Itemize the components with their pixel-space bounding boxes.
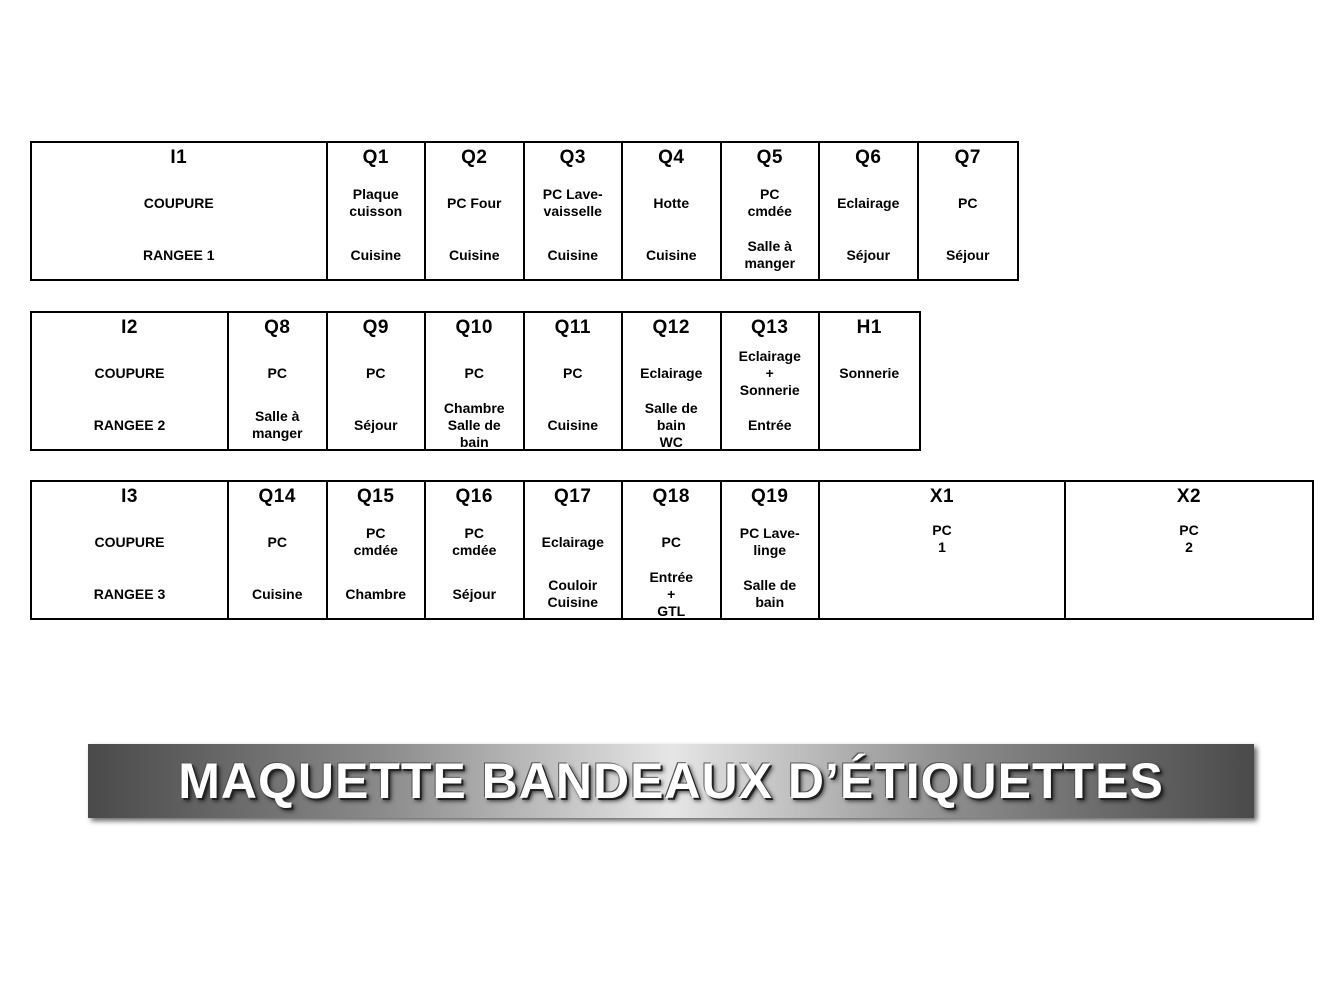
cell-location: Séjour <box>846 246 891 263</box>
cell-function: Hotte <box>653 194 690 211</box>
cell-location: Séjour <box>353 416 398 433</box>
label-cell-x1 <box>820 482 1066 618</box>
title-banner <box>88 744 1254 818</box>
label-cell-q12 <box>623 313 722 449</box>
label-cell-q9 <box>328 313 427 449</box>
cell-location: Entrée + GTL <box>649 568 694 619</box>
cell-code: Q5 <box>756 147 783 168</box>
label-cell-q7 <box>919 143 1018 279</box>
cell-location: RANGEE 3 <box>93 585 166 602</box>
cell-location: Entrée <box>747 416 792 433</box>
cell-function: COUPURE <box>94 533 165 550</box>
cell-location: RANGEE 1 <box>142 246 215 263</box>
cell-code: Q13 <box>751 317 789 338</box>
cell-function: Eclairage + Sonnerie <box>738 347 801 398</box>
label-strip-row-1 <box>30 141 1019 281</box>
label-cell-q15 <box>328 482 427 618</box>
label-cell-q16 <box>426 482 525 618</box>
label-cell-q2 <box>426 143 525 279</box>
cell-code: Q4 <box>658 147 685 168</box>
cell-code: X1 <box>929 486 955 507</box>
cell-function: Eclairage <box>837 194 900 211</box>
cell-code: Q19 <box>751 486 789 507</box>
cell-function: PC <box>661 533 681 550</box>
cell-location: Cuisine <box>448 246 500 263</box>
cell-code: Q6 <box>855 147 882 168</box>
cell-function: PC <box>563 364 583 381</box>
label-strip-row-3 <box>30 480 1314 620</box>
cell-code: Q14 <box>258 486 296 507</box>
cell-location: Cuisine <box>547 416 599 433</box>
cell-location: Salle de bain WC <box>644 399 698 450</box>
cell-code: X2 <box>1176 486 1202 507</box>
cell-location: Couloir Cuisine <box>547 577 599 610</box>
cell-function: PC <box>267 364 287 381</box>
label-cell-q4 <box>623 143 722 279</box>
cell-code: I1 <box>170 147 188 168</box>
cell-location: Salle à manger <box>744 238 796 271</box>
label-cell-q13 <box>722 313 821 449</box>
cell-location: Cuisine <box>645 246 697 263</box>
label-cell-q17 <box>525 482 624 618</box>
label-cell-q18 <box>623 482 722 618</box>
cell-function: PC Lave- vaisselle <box>542 186 603 219</box>
label-cell-q1 <box>328 143 427 279</box>
cell-function: PC cmdée <box>452 525 497 558</box>
label-cell-h1 <box>820 313 919 449</box>
page-title: MAQUETTE BANDEAUX D’ÉTIQUETTES <box>178 753 1164 809</box>
cell-location: Séjour <box>945 246 990 263</box>
cell-function: COUPURE <box>143 194 214 211</box>
cell-function: PC cmdée <box>353 525 398 558</box>
cell-code: H1 <box>856 317 882 338</box>
label-cell-i3 <box>32 482 229 618</box>
cell-code: I2 <box>121 317 138 338</box>
label-cell-q14 <box>229 482 328 618</box>
cell-code: Q7 <box>954 147 981 168</box>
cell-function: Eclairage <box>541 533 604 550</box>
label-cell-q8 <box>229 313 328 449</box>
cell-code: Q10 <box>455 317 493 338</box>
cell-location <box>820 403 919 447</box>
cell-function: Eclairage <box>640 364 703 381</box>
label-cell-i1 <box>32 143 328 279</box>
label-cell-q6 <box>820 143 919 279</box>
label-cell-q3 <box>525 143 624 279</box>
cell-code: Q1 <box>362 147 389 168</box>
label-strip-row-2 <box>30 311 921 451</box>
cell-function: PC Four <box>447 194 502 211</box>
cell-code: Q17 <box>554 486 592 507</box>
label-cell-q19 <box>722 482 821 618</box>
cell-location: Chambre Salle de bain <box>443 399 505 450</box>
cell-code: Q12 <box>652 317 690 338</box>
label-cell-q5 <box>722 143 821 279</box>
cell-code: Q2 <box>461 147 488 168</box>
cell-function: COUPURE <box>94 364 165 381</box>
cell-code: Q18 <box>652 486 690 507</box>
label-cell-q10 <box>426 313 525 449</box>
cell-location: Salle à manger <box>251 408 303 441</box>
cell-code: Q15 <box>357 486 395 507</box>
cell-function: PC <box>958 194 978 211</box>
cell-code: Q16 <box>455 486 493 507</box>
cell-location: Chambre <box>345 585 407 602</box>
cell-code: Q3 <box>559 147 586 168</box>
cell-function: Sonnerie <box>839 364 900 381</box>
label-cell-q11 <box>525 313 624 449</box>
cell-location: RANGEE 2 <box>93 416 166 433</box>
cell-code: Q9 <box>362 317 389 338</box>
label-cell-i2 <box>32 313 229 449</box>
cell-location <box>1066 572 1312 616</box>
cell-function: PC 1 <box>932 522 952 555</box>
cell-location: Cuisine <box>251 585 303 602</box>
cell-function: PC 2 <box>1179 522 1199 555</box>
cell-function: PC Lave- linge <box>739 525 800 558</box>
cell-location <box>820 572 1064 616</box>
cell-function: PC <box>366 364 386 381</box>
cell-function: PC cmdée <box>747 186 792 219</box>
cell-function: Plaque cuisson <box>349 186 403 219</box>
label-cell-x2 <box>1066 482 1312 618</box>
cell-location: Salle de bain <box>743 577 797 610</box>
cell-location: Séjour <box>452 585 497 602</box>
cell-code: Q11 <box>554 317 591 338</box>
cell-code: Q8 <box>264 317 291 338</box>
cell-function: PC <box>267 533 287 550</box>
cell-function: PC <box>464 364 484 381</box>
cell-code: I3 <box>121 486 138 507</box>
cell-location: Cuisine <box>547 246 599 263</box>
cell-location: Cuisine <box>350 246 402 263</box>
